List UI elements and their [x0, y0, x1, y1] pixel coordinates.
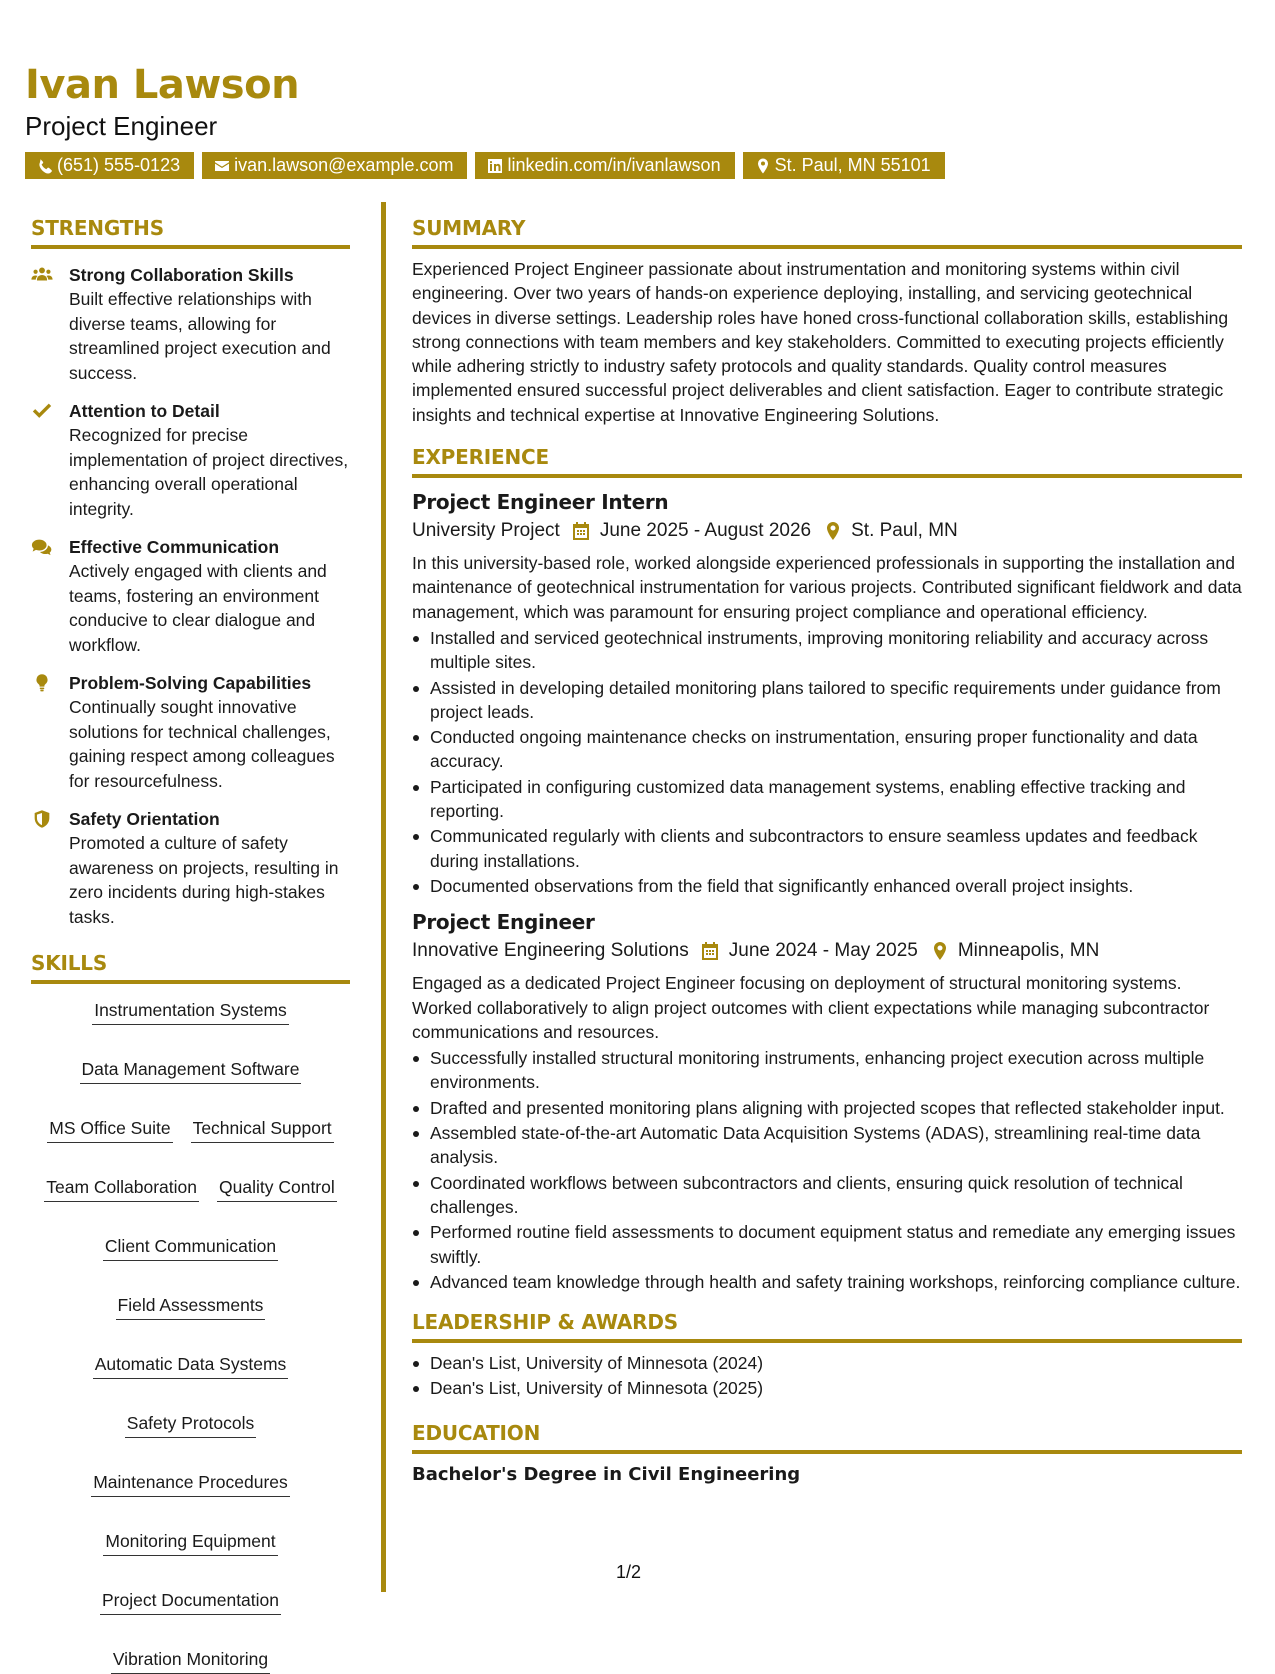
- strength-item: [31, 263, 350, 385]
- summary-heading: SUMMARY: [412, 214, 1242, 249]
- candidate-name: Ivan Lawson: [25, 62, 300, 108]
- job-bullets: [412, 626, 1242, 898]
- strength-desc: Recognized for precise implementation of project directives, enhancing overall operational integrity.: [69, 425, 349, 519]
- skill-tag: Team Collaboration: [44, 1175, 199, 1202]
- contact-linkedin[interactable]: [475, 152, 734, 179]
- job-org: University Project: [412, 520, 560, 542]
- job-meta: [412, 937, 1242, 965]
- list-item: Drafted and presented monitoring plans aligning with projected scopes that reflected stakeholder input.: [412, 1096, 1242, 1120]
- skill-tag: Maintenance Procedures: [91, 1470, 290, 1497]
- list-item: Assembled state-of-the-art Automatic Data Acquisition Systems (ADAS), streamlining real-time data analysis.: [412, 1121, 1242, 1170]
- candidate-title: Project Engineer: [25, 111, 218, 141]
- contact-phone-text: (651) 555-0123: [57, 155, 181, 175]
- job-location: Minneapolis, MN: [957, 940, 1100, 962]
- summary-text: Experienced Project Engineer passionate about instrumentation and monitoring systems within civil engineering. Over two years of hands-on experience deploying, installing, and servicing geotechnical devices in diverse settings. Leadership roles have honed cross-functional collaboration skills, establishing strong connections with team members and key stakeholders. Committed to executing projects efficiently while adhering strictly to industry safety protocols and quality standards. Quality control measures implemented ensured successful project deliverables and client satisfaction. Eager to contribute strategic insights and technical expertise at Innovative Engineering Solutions.: [412, 259, 1229, 425]
- education-degree: Bachelor's Degree in Civil Engineering: [412, 1463, 801, 1485]
- education-heading: EDUCATION: [412, 1419, 1242, 1454]
- job-role: Project Engineer: [412, 910, 595, 935]
- strength-item: [31, 807, 350, 929]
- job-bullets: [412, 1046, 1242, 1294]
- strength-item: [31, 671, 350, 793]
- skill-tag: Instrumentation Systems: [92, 998, 289, 1025]
- experience-heading: EXPERIENCE: [412, 443, 1242, 478]
- skill-tag: MS Office Suite: [47, 1116, 172, 1143]
- right-column: [412, 214, 1242, 1488]
- strength-desc: Continually sought innovative solutions for technical challenges, gaining respect among colleagues for resourcefulness.: [69, 697, 335, 791]
- location-pin-icon: [825, 522, 841, 540]
- calendar-icon: [701, 942, 719, 960]
- contact-location: [743, 152, 945, 179]
- comments-icon: [31, 537, 53, 557]
- job-location: St. Paul, MN: [851, 520, 958, 542]
- strength-desc: Built effective relationships with diverse teams, allowing for streamlined project execution and success.: [69, 289, 331, 383]
- strengths-heading: STRENGTHS: [31, 214, 350, 249]
- column-divider: [381, 202, 386, 1592]
- skill-tag: Automatic Data Systems: [93, 1352, 289, 1379]
- phone-icon: [37, 158, 53, 174]
- list-item: Dean's List, University of Minnesota (2024): [412, 1351, 1242, 1375]
- list-item: Conducted ongoing maintenance checks on instrumentation, ensuring proper functionality and data accuracy.: [412, 725, 1242, 774]
- strength-desc: Actively engaged with clients and teams, fostering an environment conducive to clear dialogue and workflow.: [69, 561, 327, 655]
- contact-email-text: ivan.lawson@example.com: [234, 155, 454, 175]
- strength-title: Attention to Detail: [69, 401, 220, 421]
- skills-list: [31, 998, 350, 1674]
- list-item: Successfully installed structural monitoring instruments, enhancing project execution across multiple environments.: [412, 1046, 1242, 1095]
- strength-item: [31, 399, 350, 521]
- strength-title: Effective Communication: [69, 537, 280, 557]
- list-item: Communicated regularly with clients and subcontractors to ensure seamless updates and feedback during installations.: [412, 824, 1242, 873]
- location-pin-icon: [755, 158, 771, 174]
- list-item: Assisted in developing detailed monitoring plans tailored to specific requirements under guidance from project leads.: [412, 676, 1242, 725]
- job-entry: [412, 488, 1242, 898]
- linkedin-icon: [487, 158, 503, 174]
- strength-title: Strong Collaboration Skills: [69, 265, 294, 285]
- page-number: 1/2: [616, 1562, 642, 1582]
- leadership-heading: LEADERSHIP & AWARDS: [412, 1308, 1242, 1343]
- skills-heading: SKILLS: [31, 949, 350, 984]
- contact-phone[interactable]: [25, 152, 194, 179]
- lightbulb-icon: [31, 673, 53, 693]
- location-pin-icon: [932, 942, 948, 960]
- job-entry: [412, 908, 1242, 1294]
- list-item: Coordinated workflows between subcontractors and clients, ensuring quick resolution of technical challenges.: [412, 1171, 1242, 1220]
- list-item: Participated in configuring customized data management systems, enabling effective tracking and reporting.: [412, 775, 1242, 824]
- left-column: [31, 214, 350, 1674]
- skill-tag: Safety Protocols: [125, 1411, 256, 1438]
- contact-linkedin-text: linkedin.com/in/ivanlawson: [507, 155, 721, 175]
- skill-tag: Client Communication: [103, 1234, 278, 1261]
- contact-email[interactable]: [202, 152, 467, 179]
- skill-tag: Data Management Software: [80, 1057, 302, 1084]
- awards-list: [412, 1351, 1242, 1401]
- list-item: Advanced team knowledge through health and safety training workshops, reinforcing compliance culture.: [412, 1270, 1242, 1294]
- list-item: Dean's List, University of Minnesota (2025): [412, 1376, 1242, 1400]
- users-icon: [31, 265, 53, 285]
- job-meta: [412, 517, 1242, 545]
- skill-tag: Vibration Monitoring: [111, 1647, 270, 1674]
- contact-bar: [25, 152, 945, 179]
- list-item: Installed and serviced geotechnical instruments, improving monitoring reliability and accuracy across multiple sites.: [412, 626, 1242, 675]
- job-desc: Engaged as a dedicated Project Engineer focusing on deployment of structural monitoring systems. Worked collaboratively to align project outcomes with client expectations while managing subcontractor communications and resources.: [412, 973, 1210, 1042]
- checkmark-icon: [31, 401, 53, 421]
- calendar-icon: [572, 522, 590, 540]
- job-dates: June 2025 - August 2026: [599, 520, 812, 542]
- list-item: Performed routine field assessments to document equipment status and remediate any emerging issues swiftly.: [412, 1220, 1242, 1269]
- resume-header: [25, 62, 299, 142]
- job-dates: June 2024 - May 2025: [728, 940, 918, 962]
- list-item: Documented observations from the field that significantly enhanced overall project insights.: [412, 874, 1242, 898]
- shield-icon: [31, 809, 53, 829]
- job-org: Innovative Engineering Solutions: [412, 940, 689, 962]
- strength-desc: Promoted a culture of safety awareness on projects, resulting in zero incidents during high-stakes tasks.: [69, 833, 339, 927]
- strength-item: [31, 535, 350, 657]
- skill-tag: Monitoring Equipment: [103, 1529, 277, 1556]
- skill-tag: Quality Control: [217, 1175, 337, 1202]
- strength-title: Safety Orientation: [69, 809, 220, 829]
- skill-tag: Technical Support: [191, 1116, 334, 1143]
- skill-tag: Field Assessments: [116, 1293, 266, 1320]
- job-role: Project Engineer Intern: [412, 490, 669, 515]
- contact-location-text: St. Paul, MN 55101: [774, 155, 931, 175]
- job-desc: In this university-based role, worked alongside experienced professionals in supporting the installation and maintenance of geotechnical instrumentation for various projects. Contributed significant fieldwork and data management, which was paramount for ensuring project compliance and operational efficiency.: [412, 553, 1242, 622]
- strength-title: Problem-Solving Capabilities: [69, 673, 312, 693]
- envelope-icon: [214, 158, 230, 174]
- skill-tag: Project Documentation: [100, 1588, 281, 1615]
